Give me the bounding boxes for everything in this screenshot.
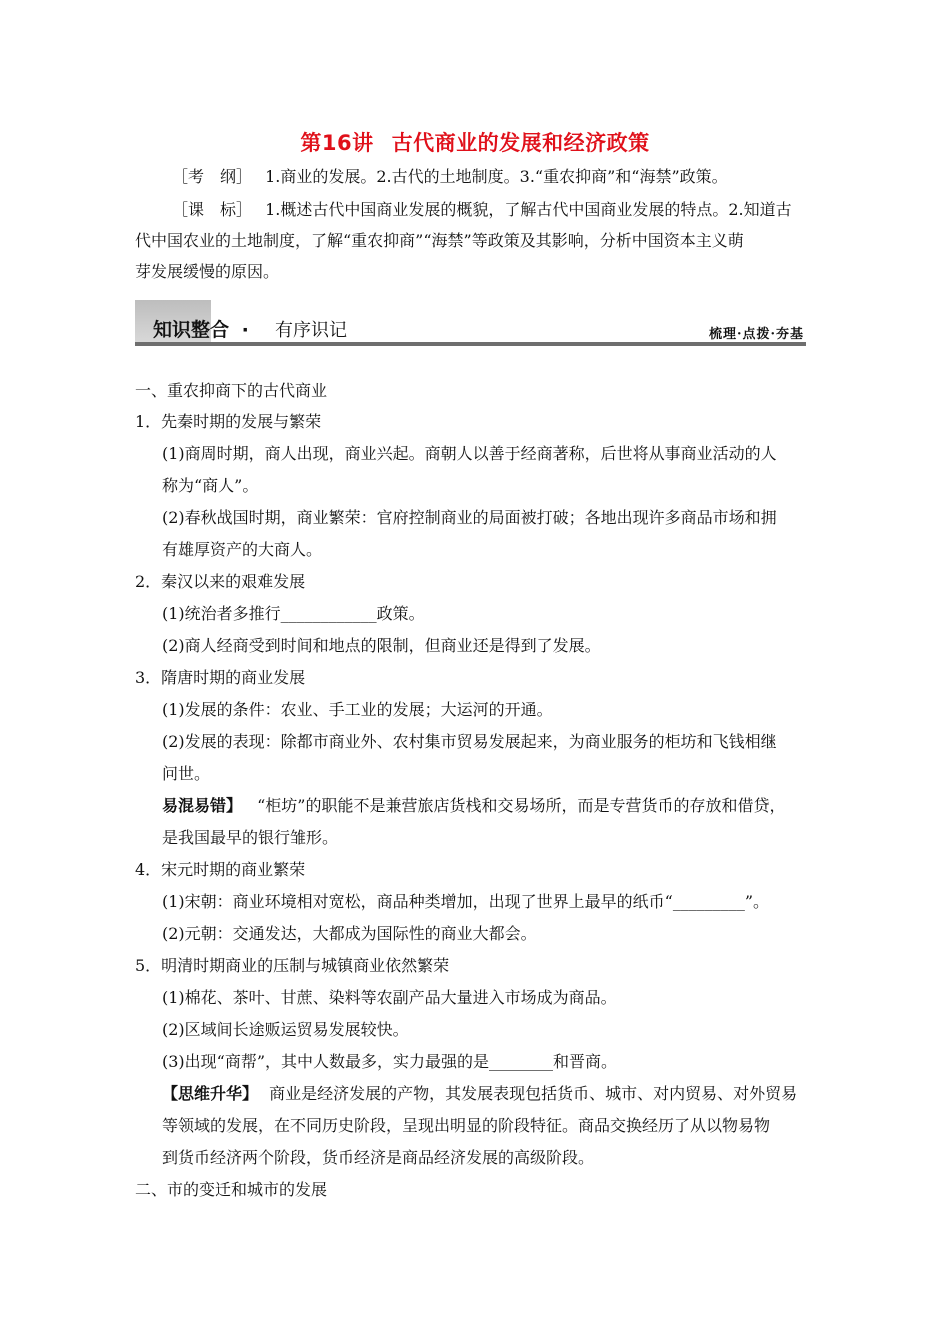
siwei-label: 【思维升华】	[162, 1084, 259, 1103]
yihun-note-line-2: 是我国最早的银行雏形。	[162, 828, 339, 847]
point-1-1b: 称为“商人”。	[162, 476, 259, 495]
section-heading-2: 二、市的变迁和城市的发展	[135, 1180, 328, 1199]
banner-right-tag: 梳理·点拨·夯基	[708, 327, 804, 342]
yihun-text-a: “柜坊”的职能不是兼营旅店货栈和交易场所，而是专营货币的存放和借贷，	[257, 796, 786, 815]
kaogang-line	[172, 167, 728, 187]
point-2: 2．秦汉以来的艰难发展	[135, 572, 306, 591]
banner-subtitle: 有序识记	[275, 320, 347, 341]
banner-main-text: 知识整合	[153, 319, 230, 341]
yihun-label: 易混易错】	[162, 796, 243, 815]
kaogang-label: ［考 纲］	[172, 167, 253, 186]
point-3: 3．隋唐时期的商业发展	[135, 668, 306, 687]
banner-dot: ·	[241, 319, 249, 341]
point-3-1: (1)发展的条件：农业、手工业的发展；大运河的开通。	[162, 700, 553, 719]
siwei-note-line-2: 等领域的发展，在不同历史阶段，呈现出明显的阶段特征。商品交换经历了从以物易物	[162, 1116, 771, 1135]
lecture-number: 第16讲	[300, 131, 374, 155]
kebiao-label: ［课 标］	[172, 200, 253, 219]
siwei-note-line-1	[162, 1084, 797, 1104]
yihun-note-line-1	[162, 796, 785, 816]
page-title	[0, 127, 950, 157]
banner-main-title	[153, 315, 249, 342]
point-1: 1．先秦时期的发展与繁荣	[135, 412, 322, 431]
banner-rule	[135, 342, 806, 346]
kebiao-line-2: 代中国农业的土地制度，了解“重农抑商”“海禁”等政策及其影响，分析中国资本主义萌	[135, 231, 744, 250]
point-4-2: (2)元朝：交通发达，大都成为国际性的商业大都会。	[162, 924, 537, 943]
point-1-2a: (2)春秋战国时期，商业繁荣：官府控制商业的局面被打破；各地出现许多商品市场和拥	[162, 508, 777, 527]
point-3-2b: 问世。	[162, 764, 211, 783]
section-heading-1: 一、重农抑商下的古代商业	[135, 381, 328, 400]
point-4-1: (1)宋朝：商业环境相对宽松，商品种类增加，出现了世界上最早的纸币“_________”。	[162, 892, 770, 911]
point-2-2: (2)商人经商受到时间和地点的限制，但商业还是得到了发展。	[162, 636, 601, 655]
point-4: 4．宋元时期的商业繁荣	[135, 860, 306, 879]
kebiao-line-1	[172, 200, 792, 220]
kebiao-line-3: 芽发展缓慢的原因。	[135, 262, 280, 281]
siwei-note-line-3: 到货币经济两个阶段，货币经济是商品经济发展的高级阶段。	[162, 1148, 595, 1167]
kaogang-text: 1.商业的发展。2.古代的土地制度。3.“重农抑商”和“海禁”政策。	[265, 167, 728, 186]
kebiao-text-1: 1.概述古代中国商业发展的概貌，了解古代中国商业发展的特点。2.知道古	[265, 200, 792, 219]
point-1-1a: (1)商周时期，商人出现，商业兴起。商朝人以善于经商著称，后世将从事商业活动的人	[162, 444, 777, 463]
point-5: 5．明清时期商业的压制与城镇商业依然繁荣	[135, 956, 450, 975]
siwei-text-a: 商业是经济发展的产物，其发展表现包括货币、城市、对内贸易、对外贸易	[269, 1084, 798, 1103]
point-5-3: (3)出现“商帮”，其中人数最多，实力最强的是________和晋商。	[162, 1052, 618, 1071]
point-3-2a: (2)发展的表现：除都市商业外、农村集市贸易发展起来，为商业服务的柜坊和飞钱相继	[162, 732, 777, 751]
point-5-1: (1)棉花、茶叶、甘蔗、染料等农副产品大量进入市场成为商品。	[162, 988, 617, 1007]
point-5-2: (2)区域间长途贩运贸易发展较快。	[162, 1020, 409, 1039]
lecture-topic: 古代商业的发展和经济政策	[391, 131, 650, 155]
point-1-2b: 有雄厚资产的大商人。	[162, 540, 323, 559]
section-banner	[135, 300, 806, 346]
point-2-1: (1)统治者多推行____________政策。	[162, 604, 425, 623]
